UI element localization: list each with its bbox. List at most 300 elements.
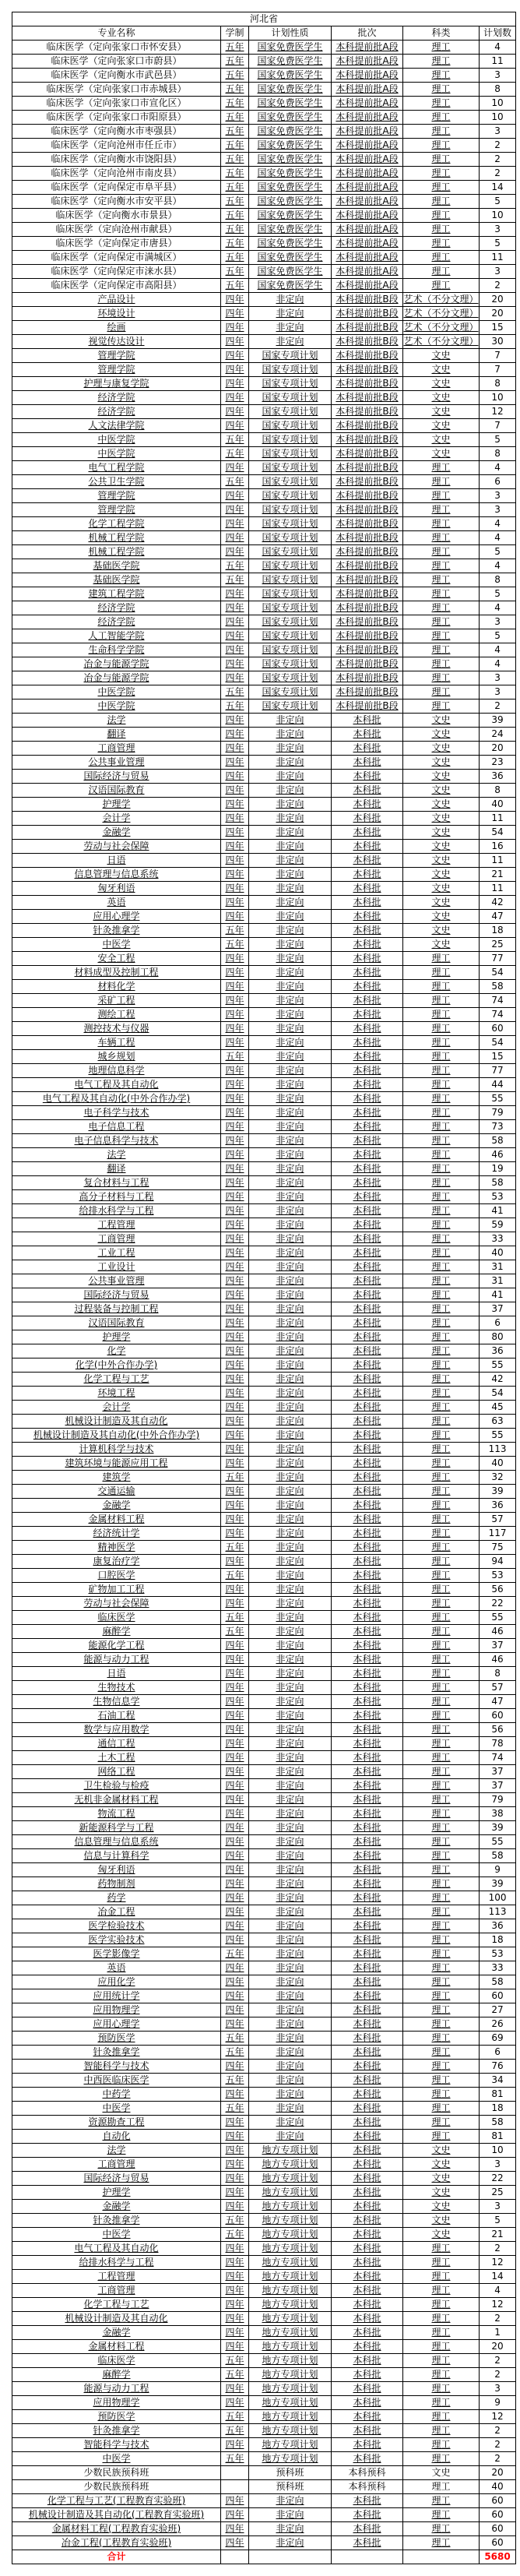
plan-type: 非定向 (249, 994, 332, 1008)
duration: 五年 (221, 125, 249, 139)
major-name: 给排水科学与工程 (12, 2256, 221, 2270)
category: 理工 (403, 1246, 480, 1260)
plan-type: 非定向 (249, 1541, 332, 1555)
major-name: 物流工程 (12, 1807, 221, 1821)
plan-type: 国家专项计划 (249, 475, 332, 489)
duration: 四年 (221, 1078, 249, 1092)
category: 文史 (403, 2186, 480, 2200)
major-name: 石油工程 (12, 1709, 221, 1723)
table-row (12, 896, 516, 910)
major-name: 中药学 (12, 2088, 221, 2102)
table-row (12, 1597, 516, 1611)
plan-count: 60 (480, 2536, 516, 2550)
duration: 四年 (221, 980, 249, 994)
plan-type: 国家专项计划 (249, 433, 332, 447)
batch: 本科批 (332, 1527, 403, 1541)
batch: 本科批 (332, 1499, 403, 1513)
duration: 五年 (221, 195, 249, 209)
major-name: 地理信息科学 (12, 1064, 221, 1078)
plan-type: 国家免费医学生 (249, 69, 332, 83)
major-name: 临床医学（定向张家口市蔚县） (12, 55, 221, 69)
batch: 本科批 (332, 1092, 403, 1106)
category: 理工 (403, 1092, 480, 1106)
category: 文史 (403, 714, 480, 728)
category: 理工 (403, 1737, 480, 1751)
duration: 四年 (221, 840, 249, 854)
table-row (12, 517, 516, 531)
batch: 本科批 (332, 1695, 403, 1709)
category: 文史 (403, 770, 480, 784)
batch: 本科提前批B段 (332, 643, 403, 657)
table-row (12, 826, 516, 840)
plan-count: 7 (480, 419, 516, 433)
table-row (12, 1064, 516, 1078)
duration: 四年 (221, 868, 249, 882)
major-name: 绘画 (12, 321, 221, 335)
empty-cell (249, 2550, 332, 2564)
batch: 本科批 (332, 812, 403, 826)
plan-type: 非定向 (249, 854, 332, 868)
plan-type: 国家免费医学生 (249, 195, 332, 209)
table-row (12, 2102, 516, 2116)
batch: 本科批 (332, 2382, 403, 2396)
batch: 本科批 (332, 1625, 403, 1639)
plan-type: 国家专项计划 (249, 573, 332, 587)
table-row (12, 601, 516, 615)
plan-count: 3 (480, 223, 516, 237)
major-name: 高分子材料与工程 (12, 1190, 221, 1204)
plan-count: 4 (480, 517, 516, 531)
duration: 五年 (221, 1471, 249, 1485)
major-name: 管理学院 (12, 489, 221, 503)
plan-count: 4 (480, 531, 516, 545)
category: 理工 (403, 1485, 480, 1499)
batch: 本科提前批B段 (332, 531, 403, 545)
plan-type: 非定向 (249, 1246, 332, 1260)
category: 理工 (403, 1499, 480, 1513)
major-name: 机械设计制造及其自动化 (12, 2312, 221, 2326)
plan-type: 非定向 (249, 1667, 332, 1681)
table-row (12, 1232, 516, 1246)
category: 理工 (403, 265, 480, 279)
plan-count: 36 (480, 1344, 516, 1358)
category: 理工 (403, 1316, 480, 1330)
plan-count: 32 (480, 1471, 516, 1485)
duration: 四年 (221, 307, 249, 321)
batch: 本科提前批B段 (332, 447, 403, 461)
major-name: 医学检验技术 (12, 1919, 221, 1933)
duration: 四年 (221, 1008, 249, 1022)
plan-type: 非定向 (249, 1022, 332, 1036)
plan-type: 国家免费医学生 (249, 181, 332, 195)
plan-type: 非定向 (249, 293, 332, 307)
batch: 本科批 (332, 2046, 403, 2060)
duration: 四年 (221, 643, 249, 657)
category: 理工 (403, 503, 480, 517)
batch: 本科提前批B段 (332, 363, 403, 377)
category: 理工 (403, 2003, 480, 2017)
major-name: 交通运输 (12, 1485, 221, 1499)
table-row (12, 503, 516, 517)
duration: 四年 (221, 1667, 249, 1681)
table-row (12, 1288, 516, 1302)
category: 理工 (403, 1891, 480, 1905)
batch: 本科批 (332, 1919, 403, 1933)
duration: 四年 (221, 517, 249, 531)
plan-type: 非定向 (249, 1316, 332, 1330)
plan-count: 22 (480, 1597, 516, 1611)
category: 理工 (403, 2046, 480, 2060)
plan-type: 非定向 (249, 924, 332, 938)
category: 艺术（不分文理） (403, 335, 480, 349)
plan-count: 94 (480, 1555, 516, 1569)
plan-count: 42 (480, 896, 516, 910)
plan-count: 74 (480, 1751, 516, 1765)
plan-count: 31 (480, 1260, 516, 1274)
table-body (12, 41, 516, 2550)
plan-type: 国家专项计划 (249, 461, 332, 475)
major-name: 公共事业管理 (12, 1274, 221, 1288)
batch: 本科批 (332, 2522, 403, 2536)
batch: 本科提前批B段 (332, 433, 403, 447)
major-name: 采矿工程 (12, 994, 221, 1008)
category: 理工 (403, 517, 480, 531)
plan-count: 4 (480, 643, 516, 657)
major-name: 环境工程 (12, 1387, 221, 1401)
duration: 四年 (221, 1583, 249, 1597)
batch: 本科批 (332, 2340, 403, 2354)
header-duration: 学制 (221, 26, 249, 41)
plan-type: 非定向 (249, 1288, 332, 1302)
duration: 五年 (221, 924, 249, 938)
plan-count: 55 (480, 1611, 516, 1625)
plan-type: 非定向 (249, 1204, 332, 1218)
plan-type: 非定向 (249, 896, 332, 910)
duration: 五年 (221, 938, 249, 952)
category: 理工 (403, 1415, 480, 1429)
batch: 本科批 (332, 2424, 403, 2438)
table-row (12, 1471, 516, 1485)
plan-count: 11 (480, 812, 516, 826)
duration: 四年 (221, 1821, 249, 1835)
table-row (12, 798, 516, 812)
category: 理工 (403, 615, 480, 629)
duration: 五年 (221, 700, 249, 714)
major-name: 中医学 (12, 2452, 221, 2466)
plan-type: 国家专项计划 (249, 349, 332, 363)
major-name: 人工智能学院 (12, 629, 221, 643)
table-row (12, 475, 516, 489)
category: 理工 (403, 55, 480, 69)
batch: 本科批 (332, 714, 403, 728)
plan-type: 非定向 (249, 1344, 332, 1358)
plan-type: 预科班 (249, 2480, 332, 2494)
plan-type: 非定向 (249, 742, 332, 756)
duration: 四年 (221, 2116, 249, 2130)
duration: 四年 (221, 1162, 249, 1176)
plan-count: 2 (480, 2312, 516, 2326)
category: 理工 (403, 1008, 480, 1022)
plan-type: 非定向 (249, 770, 332, 784)
plan-count: 77 (480, 1064, 516, 1078)
category: 理工 (403, 2060, 480, 2074)
table-row (12, 209, 516, 223)
category: 理工 (403, 111, 480, 125)
batch: 本科批 (332, 1344, 403, 1358)
category: 理工 (403, 1274, 480, 1288)
batch: 本科批 (332, 994, 403, 1008)
category: 理工 (403, 1961, 480, 1975)
table-row (12, 55, 516, 69)
category: 文史 (403, 2144, 480, 2158)
plan-type: 地方专项计划 (249, 2354, 332, 2368)
duration: 四年 (221, 2172, 249, 2186)
duration: 四年 (221, 2326, 249, 2340)
plan-count: 60 (480, 2494, 516, 2508)
major-name: 安全工程 (12, 952, 221, 966)
major-name: 国际经济与贸易 (12, 2172, 221, 2186)
plan-count: 7 (480, 349, 516, 363)
plan-type: 国家专项计划 (249, 377, 332, 391)
batch: 本科提前批A段 (332, 83, 403, 97)
major-name: 应用心理学 (12, 910, 221, 924)
batch: 本科批 (332, 1106, 403, 1120)
plan-type: 非定向 (249, 1443, 332, 1457)
batch: 本科提前批A段 (332, 279, 403, 293)
major-name: 卫生检验与检疫 (12, 1779, 221, 1793)
category: 理工 (403, 643, 480, 657)
duration: 四年 (221, 1120, 249, 1134)
duration: 五年 (221, 2214, 249, 2228)
major-name: 预防医学 (12, 2032, 221, 2046)
batch: 本科批 (332, 2074, 403, 2088)
table-row (12, 167, 516, 181)
duration: 四年 (221, 377, 249, 391)
duration: 四年 (221, 2158, 249, 2172)
major-name: 康复治疗学 (12, 1555, 221, 1569)
plan-count: 2 (480, 2242, 516, 2256)
duration: 四年 (221, 1989, 249, 2003)
major-name: 电气工程及其自动化(中外合作办学) (12, 1092, 221, 1106)
major-name: 医学实验技术 (12, 1933, 221, 1947)
category: 理工 (403, 601, 480, 615)
major-name: 英语 (12, 896, 221, 910)
category: 艺术（不分文理） (403, 321, 480, 335)
plan-count: 36 (480, 1499, 516, 1513)
duration: 四年 (221, 2060, 249, 2074)
batch: 本科预科 (332, 2480, 403, 2494)
major-name: 临床医学（定向张家口市阳原县） (12, 111, 221, 125)
batch: 本科批 (332, 1401, 403, 1415)
plan-type: 非定向 (249, 798, 332, 812)
duration: 四年 (221, 1457, 249, 1471)
category: 理工 (403, 181, 480, 195)
table-row (12, 1429, 516, 1443)
major-name: 冶金工程 (12, 1905, 221, 1919)
plan-type: 国家专项计划 (249, 685, 332, 700)
plan-count: 20 (480, 293, 516, 307)
table-row (12, 685, 516, 700)
plan-count: 20 (480, 307, 516, 321)
plan-type: 地方专项计划 (249, 2144, 332, 2158)
header-major: 专业名称 (12, 26, 221, 41)
table-row (12, 2424, 516, 2438)
batch: 本科批 (332, 2102, 403, 2116)
major-name: 中医学院 (12, 433, 221, 447)
batch: 本科批 (332, 1989, 403, 2003)
plan-count: 3 (480, 671, 516, 685)
header-row (12, 26, 516, 41)
duration: 四年 (221, 2284, 249, 2298)
plan-type: 国家专项计划 (249, 405, 332, 419)
batch: 本科批 (332, 1737, 403, 1751)
batch: 本科提前批A段 (332, 153, 403, 167)
major-name: 新能源科学与工程 (12, 1821, 221, 1835)
plan-type: 非定向 (249, 1401, 332, 1415)
major-name: 计算机科学与技术 (12, 1443, 221, 1457)
duration: 五年 (221, 573, 249, 587)
table-row (12, 1302, 516, 1316)
table-row (12, 1176, 516, 1190)
plan-type: 国家免费医学生 (249, 209, 332, 223)
category: 理工 (403, 1050, 480, 1064)
table-row (12, 111, 516, 125)
duration: 四年 (221, 2536, 249, 2550)
major-name: 中医学院 (12, 700, 221, 714)
table-row (12, 419, 516, 433)
table-row (12, 615, 516, 629)
duration: 四年 (221, 1695, 249, 1709)
batch: 本科批 (332, 1162, 403, 1176)
category: 理工 (403, 1162, 480, 1176)
table-row (12, 545, 516, 559)
duration: 四年 (221, 1933, 249, 1947)
plan-type: 国家专项计划 (249, 545, 332, 559)
batch: 本科提前批A段 (332, 167, 403, 181)
duration: 四年 (221, 1863, 249, 1877)
plan-count: 3 (480, 685, 516, 700)
plan-count: 4 (480, 559, 516, 573)
major-name: 金属材料工程 (12, 1513, 221, 1527)
duration: 四年 (221, 1218, 249, 1232)
plan-type: 地方专项计划 (249, 2382, 332, 2396)
plan-count: 8 (480, 377, 516, 391)
duration: 五年 (221, 55, 249, 69)
table-row (12, 1975, 516, 1989)
category: 理工 (403, 952, 480, 966)
duration: 五年 (221, 139, 249, 153)
table-row (12, 2466, 516, 2480)
batch: 本科批 (332, 1022, 403, 1036)
batch: 本科提前批B段 (332, 601, 403, 615)
plan-type: 非定向 (249, 1387, 332, 1401)
table-row (12, 2494, 516, 2508)
category: 文史 (403, 840, 480, 854)
plan-type: 非定向 (249, 1373, 332, 1387)
major-name: 工商管理 (12, 1232, 221, 1246)
duration: 四年 (221, 1302, 249, 1316)
batch: 本科批 (332, 2396, 403, 2410)
plan-type: 国家免费医学生 (249, 153, 332, 167)
plan-type: 非定向 (249, 2494, 332, 2508)
plan-type: 国家专项计划 (249, 700, 332, 714)
table-row (12, 1709, 516, 1723)
duration: 五年 (221, 1611, 249, 1625)
table-row (12, 1821, 516, 1835)
plan-count: 39 (480, 1821, 516, 1835)
plan-count: 55 (480, 1092, 516, 1106)
category: 理工 (403, 2438, 480, 2452)
batch: 本科批 (332, 2186, 403, 2200)
major-name: 能源与动力工程 (12, 2382, 221, 2396)
major-name: 视觉传达设计 (12, 335, 221, 349)
major-name: 护理学 (12, 2186, 221, 2200)
plan-type: 地方专项计划 (249, 2256, 332, 2270)
plan-type: 非定向 (249, 1905, 332, 1919)
major-name: 城乡规划 (12, 1050, 221, 1064)
batch: 本科批 (332, 798, 403, 812)
major-name: 公共事业管理 (12, 756, 221, 770)
batch: 本科批 (332, 2158, 403, 2172)
batch: 本科提前批B段 (332, 657, 403, 671)
plan-type: 国家免费医学生 (249, 223, 332, 237)
plan-type: 预科班 (249, 2466, 332, 2480)
plan-type: 非定向 (249, 1134, 332, 1148)
table-row (12, 461, 516, 475)
duration: 四年 (221, 1513, 249, 1527)
category: 理工 (403, 2396, 480, 2410)
total-label: 合计 (12, 2550, 221, 2564)
major-name: 日语 (12, 1667, 221, 1681)
plan-count: 12 (480, 405, 516, 419)
plan-count: 2 (480, 139, 516, 153)
batch: 本科批 (332, 1274, 403, 1288)
plan-count: 58 (480, 1176, 516, 1190)
plan-count: 4 (480, 41, 516, 55)
duration: 五年 (221, 433, 249, 447)
plan-type: 国家专项计划 (249, 657, 332, 671)
duration: 四年 (221, 1751, 249, 1765)
duration: 五年 (221, 1569, 249, 1583)
major-name: 日语 (12, 854, 221, 868)
category: 理工 (403, 545, 480, 559)
major-name: 机械工程学院 (12, 545, 221, 559)
batch: 本科批 (332, 1891, 403, 1905)
batch: 本科批 (332, 966, 403, 980)
duration: 四年 (221, 714, 249, 728)
table-row (12, 195, 516, 209)
category: 理工 (403, 83, 480, 97)
category: 理工 (403, 2074, 480, 2088)
table-row (12, 1891, 516, 1905)
duration: 四年 (221, 657, 249, 671)
plan-type: 国家专项计划 (249, 447, 332, 461)
major-name: 工商管理 (12, 2158, 221, 2172)
major-name: 翻译 (12, 1162, 221, 1176)
plan-count: 40 (480, 798, 516, 812)
major-name: 管理学院 (12, 503, 221, 517)
plan-count: 20 (480, 2466, 516, 2480)
plan-count: 10 (480, 209, 516, 223)
duration: 四年 (221, 798, 249, 812)
plan-type: 地方专项计划 (249, 2368, 332, 2382)
plan-count: 40 (480, 2480, 516, 2494)
batch: 本科提前批B段 (332, 615, 403, 629)
plan-count: 53 (480, 1190, 516, 1204)
plan-type: 非定向 (249, 2130, 332, 2144)
batch: 本科批 (332, 1050, 403, 1064)
table-row (12, 1148, 516, 1162)
